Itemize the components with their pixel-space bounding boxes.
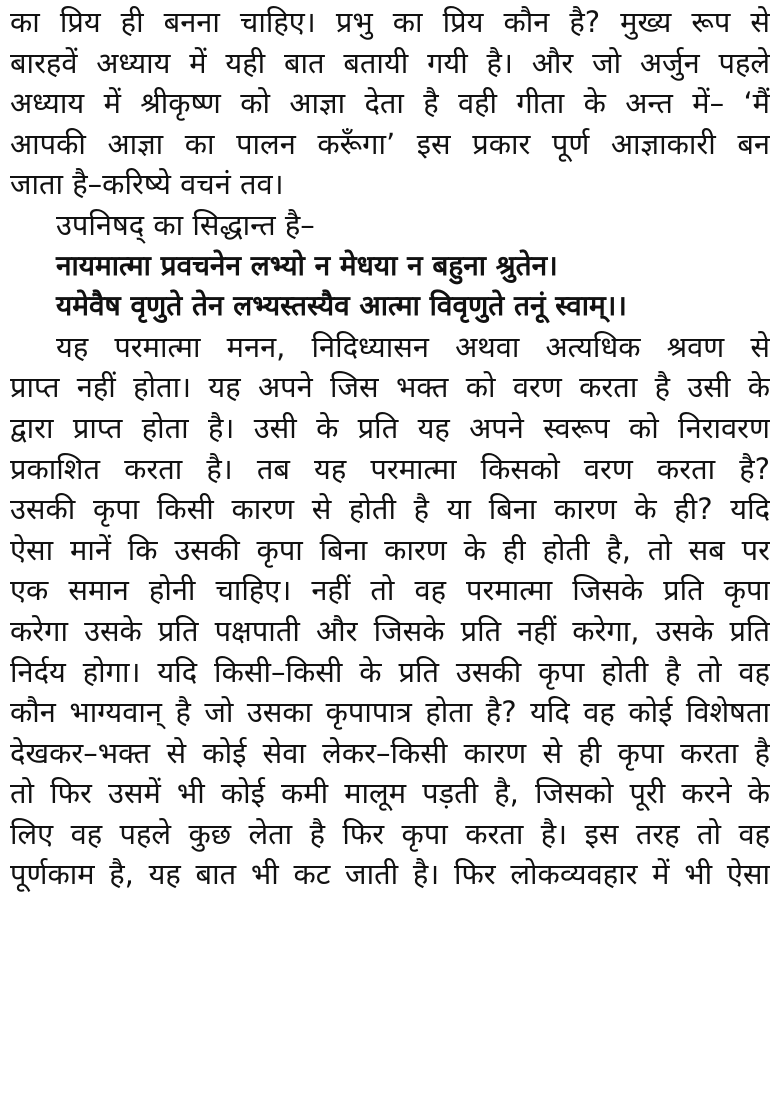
sanskrit-verse [10, 246, 770, 327]
text-line: एक समान होनी चाहिए। नहीं तो वह परमात्मा जिसके प्रति कृपा [10, 573, 770, 608]
text-line: देखकर–भक्त से कोई सेवा लेकर–किसी कारण से ही कृपा करता है [10, 735, 770, 770]
text-line: आपकी आज्ञा का पालन करूँगा’ इस प्रकार पूर्ण आज्ञाकारी बन [10, 126, 770, 161]
text-line: जाता है–करिष्ये वचनं तव। [10, 167, 284, 202]
text-line: निर्दय होगा। यदि किसी–किसी के प्रति उसकी कृपा होती है तो वह [10, 654, 770, 689]
text-line: यह परमात्मा मनन, निदिध्यासन अथवा अत्यधिक श्रवण से [56, 329, 770, 364]
text-line: उसकी कृपा किसी कारण से होती है या बिना कारण के ही? यदि [10, 492, 770, 527]
text-line: का प्रिय ही बनना चाहिए। प्रभु का प्रिय कौन है? मुख्य रूप से [10, 5, 770, 39]
paragraph [10, 2, 770, 205]
verse-line: नायमात्मा प्रवचनेन लभ्यो न मेधया न बहुना श्रुतेन। [56, 248, 558, 282]
verse-line: यमेवैष वृणुते तेन लभ्यस्तस्यैव आत्मा विवृणुते तनूं स्वाम्।। [56, 289, 627, 323]
upanishad-intro: उपनिषद् का सिद्धान्त है– [56, 207, 315, 242]
text-line: प्राप्त नहीं होता। यह अपने जिस भक्त को वरण करता है उसी के [10, 370, 770, 405]
text-line: अध्याय में श्रीकृष्ण को आज्ञा देता है वही गीता के अन्त में– ‘मैं [10, 86, 770, 121]
text-line: तो फिर उसमें भी कोई कमी मालूम पड़ती है, जिसको पूरी करने के [10, 776, 770, 811]
text-line: लिए वह पहले कुछ लेता है फिर कृपा करता है। इस तरह तो वह [10, 816, 770, 851]
text-line: ऐसा मानें कि उसकी कृपा बिना कारण के ही होती है, तो सब पर [10, 532, 770, 567]
text-line: पूर्णकाम है, यह बात भी कट जाती है। फिर लोकव्यवहार में भी ऐसा [10, 857, 770, 892]
text-line: द्वारा प्राप्त होता है। उसी के प्रति यह अपने स्वरूप को निरावरण [10, 410, 770, 445]
text-line: बारहवें अध्याय में यही बात बतायी गयी है। और जो अर्जुन पहले [10, 45, 770, 80]
text-line: प्रकाशित करता है। तब यह परमात्मा किसको वरण करता है? [10, 451, 770, 486]
text-line: कौन भाग्यवान् है जो उसका कृपापात्र होता है? यदि वह कोई विशेषता [10, 695, 770, 730]
text-line: करेगा उसके प्रति पक्षपाती और जिसके प्रति नहीं करेगा, उसके प्रति [10, 613, 770, 648]
paragraph [10, 327, 770, 895]
